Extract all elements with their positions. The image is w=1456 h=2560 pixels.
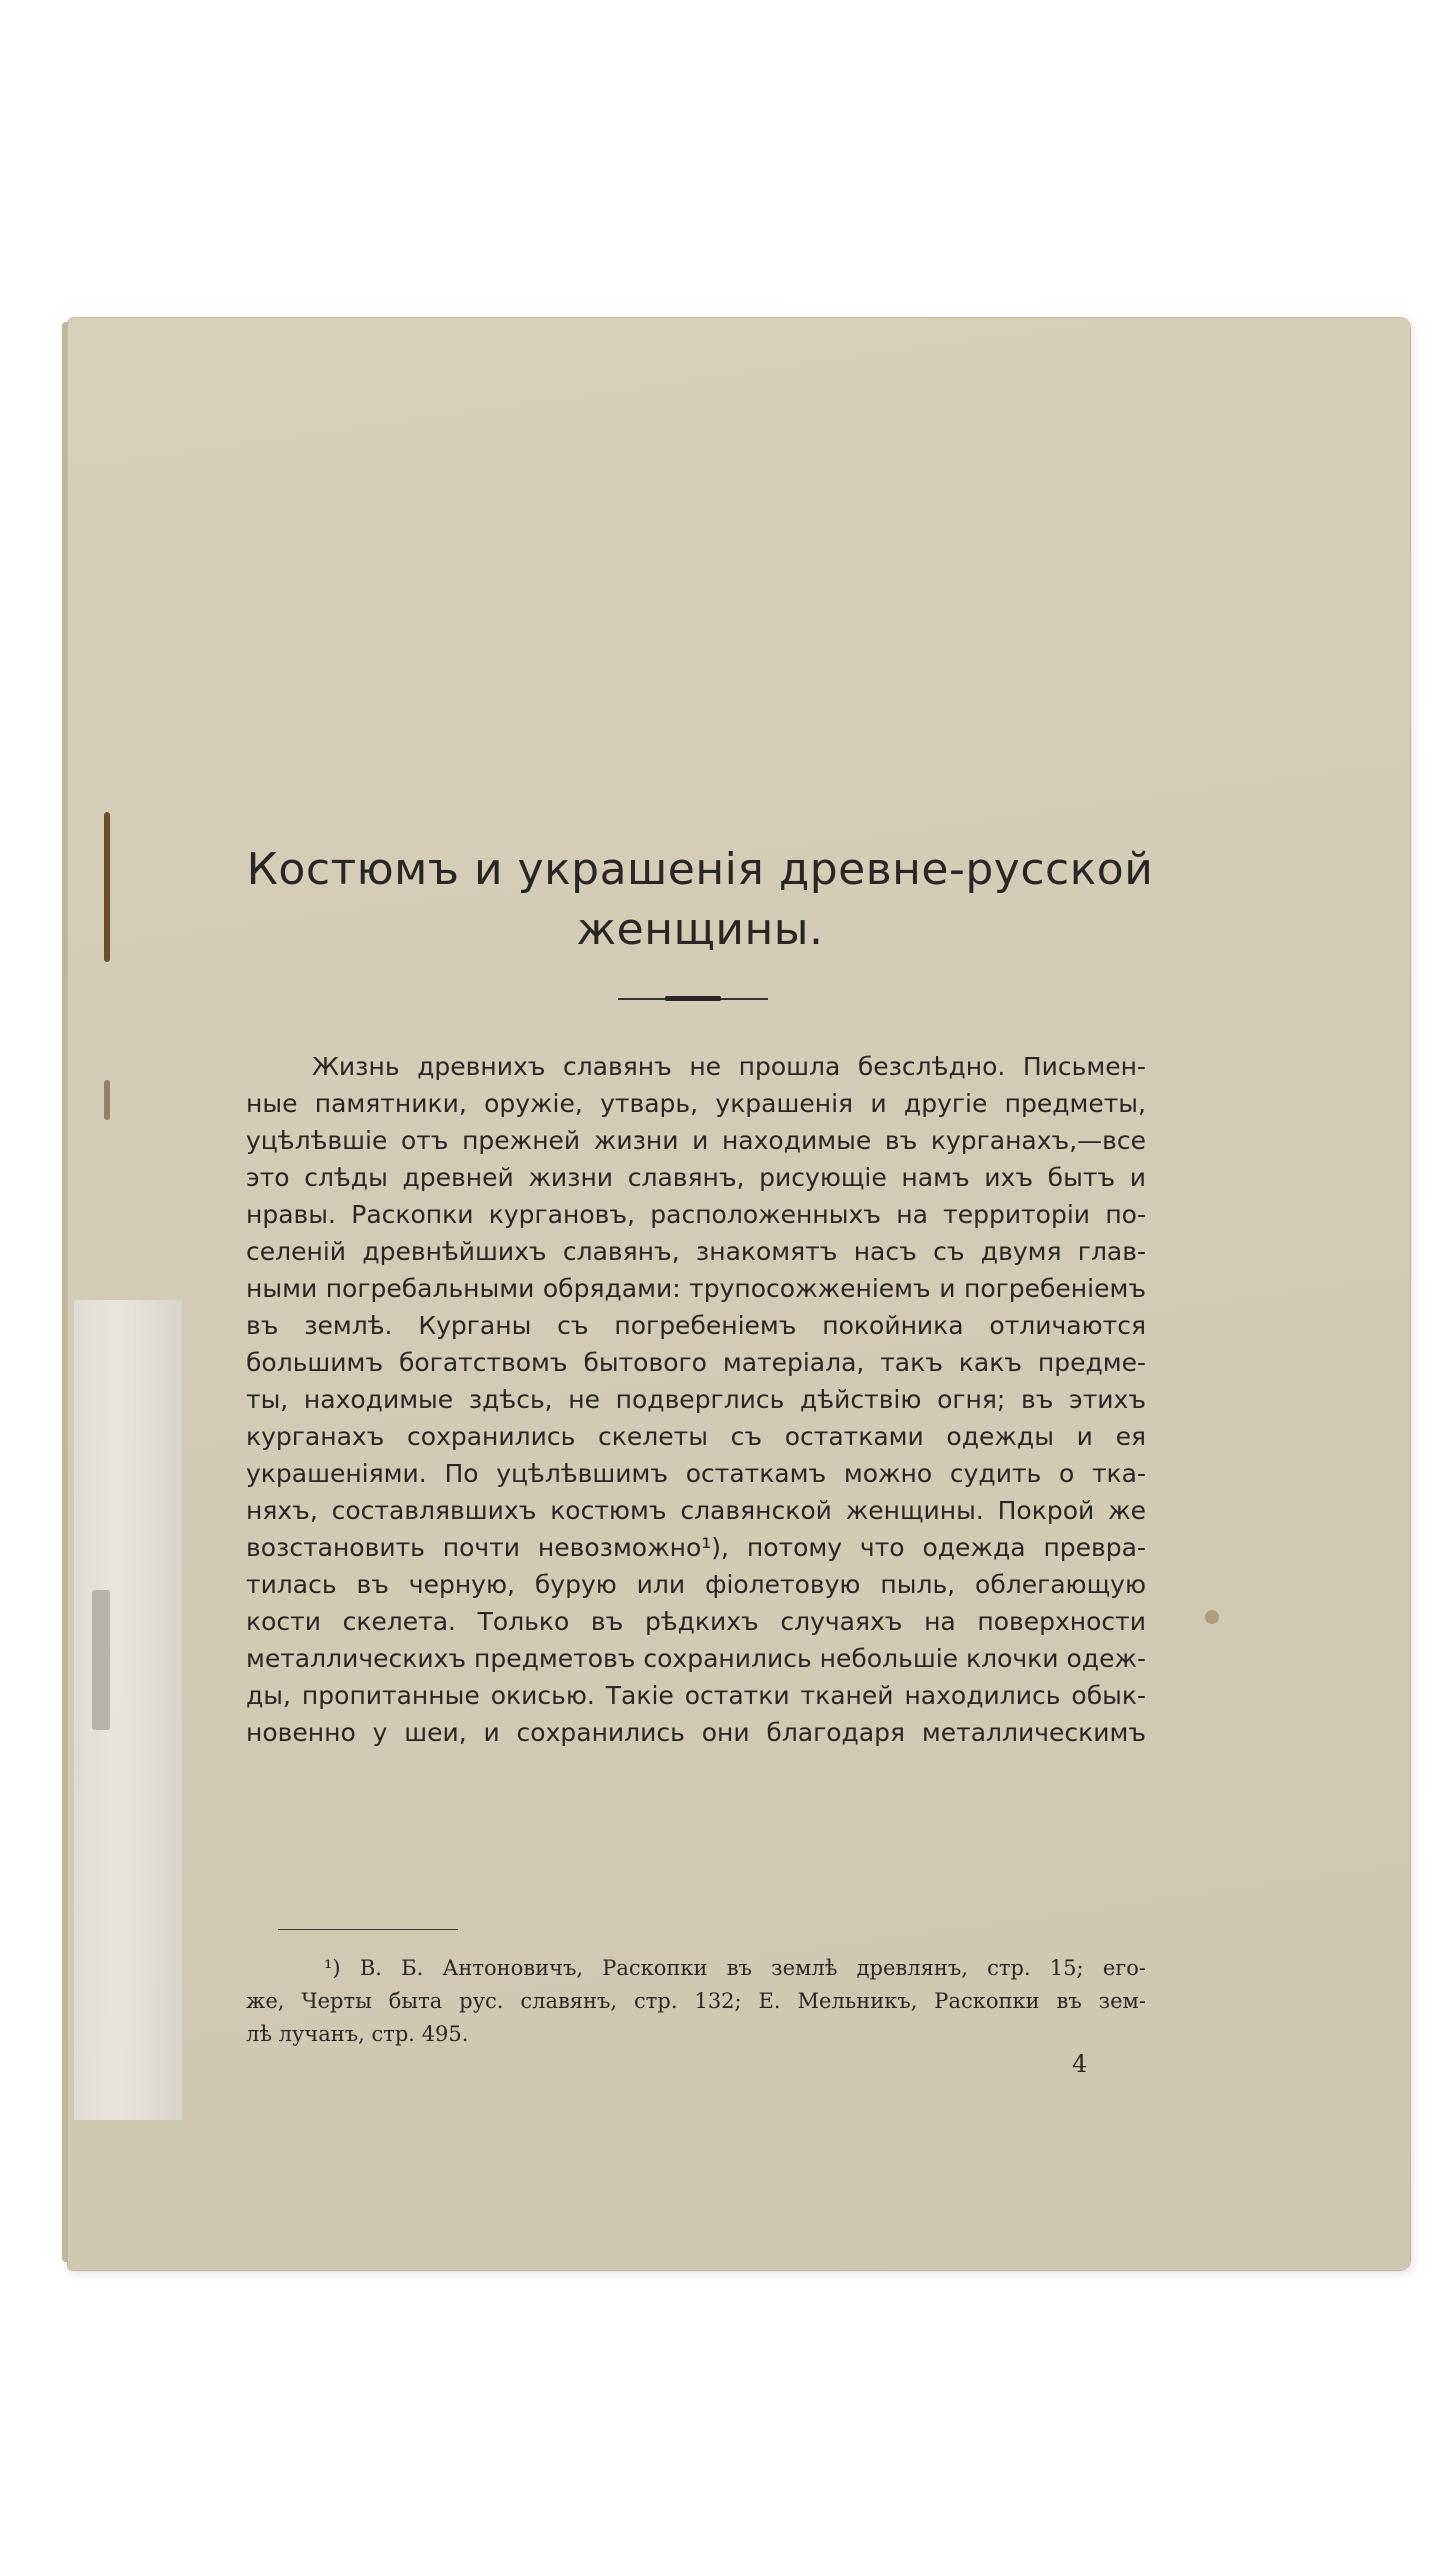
binding-mark-lower [104, 1080, 110, 1120]
spine-tape-stain [92, 1590, 110, 1730]
footnote-line: ¹) В. Б. Антоновичъ, Раскопки въ землѣ древлянъ, стр. 15; его- [324, 1956, 1146, 1980]
body-line: новенно у шеи, и сохранились они благодаря металлическимъ [246, 1718, 1146, 1747]
title-divider-center [665, 996, 721, 1001]
article-body [246, 1048, 1146, 1751]
body-line: нравы. Раскопки кургановъ, расположенныхъ на территоріи по- [246, 1200, 1146, 1229]
body-line: селеній древнѣйшихъ славянъ, знакомятъ насъ съ двумя глав- [246, 1237, 1146, 1266]
spine-tape [74, 1300, 183, 2120]
body-line: большимъ богатствомъ бытового матеріала, такъ какъ предме- [246, 1348, 1146, 1377]
body-line: кости скелета. Только въ рѣдкихъ случаяхъ на поверхности [246, 1607, 1146, 1636]
body-line: въ землѣ. Курганы съ погребеніемъ покойника отличаются [246, 1311, 1146, 1340]
footnote-divider [278, 1929, 458, 1930]
body-line: ными погребальными обрядами: трупосожженіемъ и погребеніемъ [246, 1274, 1146, 1303]
title-line-2: женщины. [576, 904, 824, 955]
footnote-line: же, Черты быта рус. славянъ, стр. 132; Е. Мельникъ, Раскопки въ зем- [246, 1989, 1146, 2013]
body-line: Жизнь древнихъ славянъ не прошла безслѣдно. Письмен- [312, 1052, 1146, 1081]
page-number: 4 [1072, 2050, 1088, 2078]
body-line: возстановить почти невозможно¹), потому что одежда превра- [246, 1533, 1146, 1562]
footnote-line: лѣ лучанъ, стр. 495. [246, 2022, 469, 2046]
body-line: металлическихъ предметовъ сохранились небольшіе клочки одеж- [246, 1644, 1146, 1673]
body-line: тилась въ черную, бурую или фіолетовую пыль, облегающую [246, 1570, 1146, 1599]
body-line: ные памятники, оружіе, утварь, украшенія и другіе предметы, [246, 1089, 1146, 1118]
body-line: это слѣды древней жизни славянъ, рисующіе намъ ихъ бытъ и [246, 1163, 1146, 1192]
paper-stain-spot [1205, 1610, 1219, 1624]
body-line: ды, пропитанные окисью. Такіе остатки тканей находились обык- [246, 1681, 1146, 1710]
article-title [150, 840, 1250, 960]
footnote [246, 1952, 1146, 2051]
body-line: уцѣлѣвшіе отъ прежней жизни и находимые въ курганахъ,—все [246, 1126, 1146, 1155]
binding-mark-upper [104, 812, 110, 962]
body-line: няхъ, составлявшихъ костюмъ славянской женщины. Покрой же [246, 1496, 1146, 1525]
body-line: украшеніями. По уцѣлѣвшимъ остаткамъ можно судить о тка- [246, 1459, 1146, 1488]
title-line-1: Костюмъ и украшенія древне-русской [246, 844, 1154, 895]
body-line: ты, находимые здѣсь, не подверглись дѣйствію огня; въ этихъ [246, 1385, 1146, 1414]
body-line: курганахъ сохранились скелеты съ остатками одежды и ея [246, 1422, 1146, 1451]
